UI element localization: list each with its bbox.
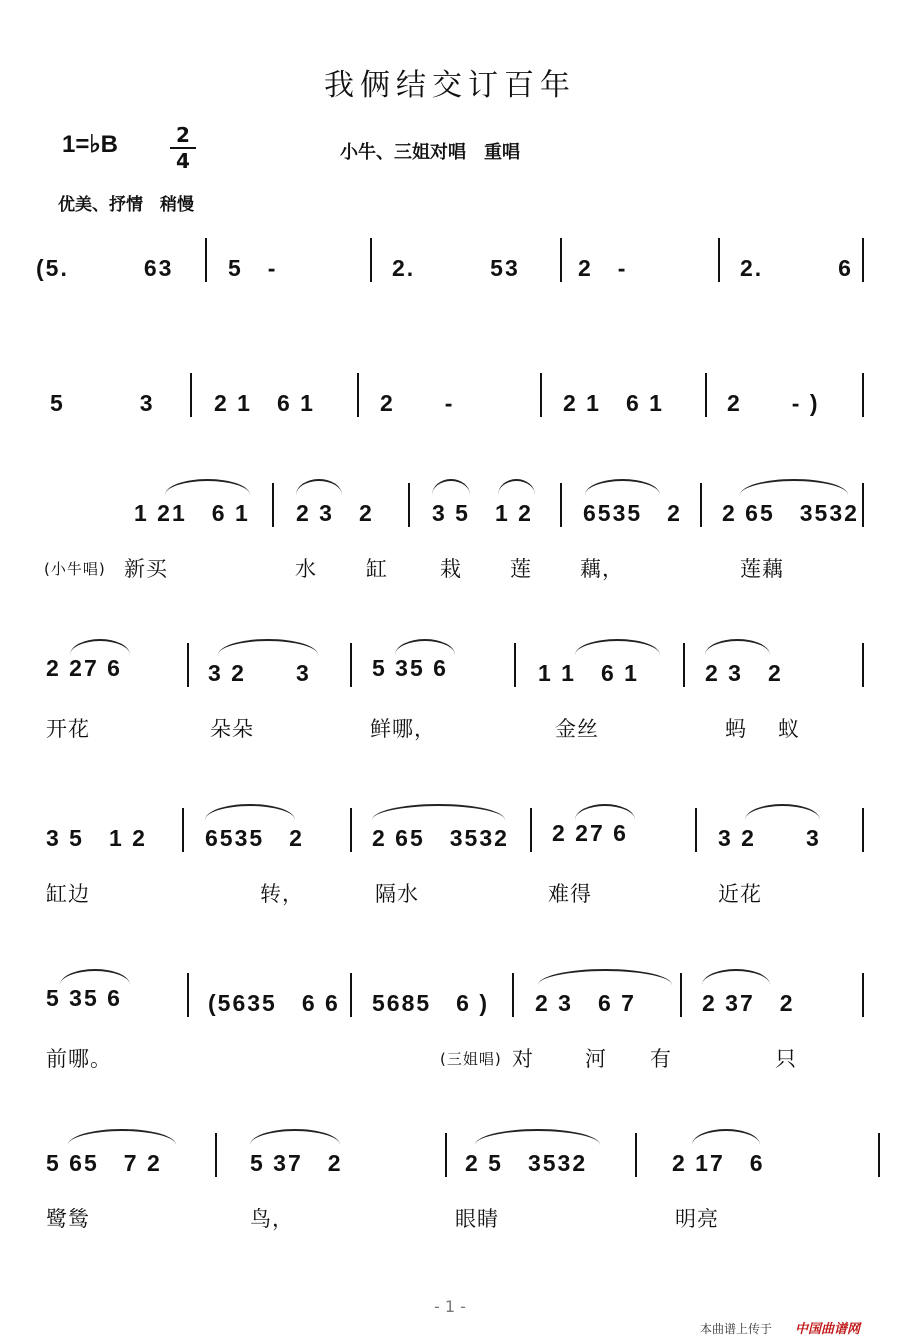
slur-mark [165, 479, 250, 495]
lyric-syllable: 鲜哪， [370, 717, 436, 741]
performers: 小牛、三姐对唱 重唱 [340, 142, 520, 163]
lyric-syllable: 鹭鸶 [46, 1207, 90, 1231]
singer-cue: (小牛唱) [44, 560, 106, 578]
barline [560, 238, 562, 282]
slur-mark [395, 639, 455, 655]
slur-mark [205, 804, 295, 820]
measure-notes: 2 65 3532 [372, 825, 509, 851]
lyric-syllable: 明亮 [675, 1207, 719, 1231]
measure-notes: 2 27 6 [552, 820, 628, 846]
lyric-syllable: 蚁 [778, 717, 800, 741]
singer-cue: (三姐唱) [440, 1050, 502, 1068]
slur-mark [60, 969, 130, 985]
barline [514, 643, 516, 687]
barline [182, 808, 184, 852]
barline [350, 973, 352, 1017]
measure-notes: 2 27 6 [46, 655, 122, 681]
measure-notes: 1 1 6 1 [538, 660, 639, 686]
measure-notes: 5685 6 ) [372, 990, 490, 1016]
measure-notes: 1 21 6 1 [134, 500, 250, 526]
barline [560, 483, 562, 527]
barline [862, 483, 864, 527]
barline [695, 808, 697, 852]
measure-notes: 5 3 [50, 390, 155, 416]
song-title: 我俩结交订百年 [324, 68, 576, 103]
lyric-syllable: 金丝 [555, 717, 599, 741]
barline [680, 973, 682, 1017]
measure-notes: 2. 6 [740, 255, 853, 281]
slur-mark [585, 479, 660, 495]
measure-notes: 2 3 2 [296, 500, 374, 526]
barline [705, 373, 707, 417]
key-signature: 1=♭B [62, 131, 119, 158]
measure-notes: (5. 63 [36, 255, 174, 281]
measure-notes: 2 - [380, 390, 455, 416]
lyric-syllable: 缸边 [46, 882, 90, 906]
slur-mark [70, 639, 130, 655]
time-signature-top: 2 [176, 123, 190, 147]
barline [700, 483, 702, 527]
slur-mark [745, 804, 820, 820]
barline [205, 238, 207, 282]
barline [635, 1133, 637, 1177]
slur-mark [705, 639, 770, 655]
barline [350, 808, 352, 852]
lyric-syllable: 蚂 [725, 717, 747, 741]
lyric-syllable: 只 [775, 1047, 797, 1071]
lyric-syllable: 有 [650, 1047, 672, 1071]
slur-mark [740, 479, 848, 495]
measure-notes: 6535 2 [205, 825, 304, 851]
page-number: - 1 - [434, 1297, 466, 1316]
barline [862, 808, 864, 852]
measure-notes: 2 17 6 [672, 1150, 765, 1176]
time-signature [170, 124, 196, 172]
barline [187, 973, 189, 1017]
lyric-syllable: 新买 [124, 557, 168, 581]
barline [445, 1133, 447, 1177]
barline [540, 373, 542, 417]
measure-notes: 2 37 2 [702, 990, 795, 1016]
measure-notes: 2 1 6 1 [563, 390, 664, 416]
barline [215, 1133, 217, 1177]
slur-mark [575, 804, 635, 820]
lyric-syllable: 转， [260, 882, 304, 906]
lyric-syllable: 近花 [718, 882, 762, 906]
measure-notes: 5 35 6 [46, 985, 122, 1011]
lyric-syllable: 缸 [366, 557, 388, 581]
barline [190, 373, 192, 417]
measure-notes: 2 5 3532 [465, 1150, 588, 1176]
barline [187, 643, 189, 687]
measure-notes: (5635 6 6 [208, 990, 340, 1016]
measure-notes: 2. 53 [392, 255, 520, 281]
barline [357, 373, 359, 417]
barline [862, 373, 864, 417]
barline [683, 643, 685, 687]
barline [512, 973, 514, 1017]
slur-mark [575, 639, 660, 655]
lyric-syllable: 莲藕 [740, 557, 784, 581]
measure-notes: 2 - [578, 255, 628, 281]
barline [718, 238, 720, 282]
barline [862, 973, 864, 1017]
slur-mark [296, 479, 342, 495]
measure-notes: 3 5 1 2 [46, 825, 147, 851]
barline [862, 238, 864, 282]
slur-mark [498, 479, 535, 495]
measure-notes: 2 3 6 7 [535, 990, 636, 1016]
lyric-syllable: 水 [295, 557, 317, 581]
slur-mark [432, 479, 470, 495]
measure-notes: 2 3 2 [705, 660, 783, 686]
slur-mark [250, 1129, 340, 1145]
barline [408, 483, 410, 527]
lyric-syllable: 眼睛 [455, 1207, 499, 1231]
lyric-syllable: 隔水 [375, 882, 419, 906]
slur-mark [538, 969, 672, 985]
lyric-syllable: 莲 [510, 557, 532, 581]
measure-notes: 3 2 3 [208, 660, 311, 686]
measure-notes: 2 1 6 1 [214, 390, 315, 416]
slur-mark [372, 804, 505, 820]
slur-mark [475, 1129, 600, 1145]
slur-mark [218, 639, 318, 655]
barline [862, 643, 864, 687]
lyric-syllable: 鸟， [250, 1207, 294, 1231]
lyric-syllable: 藕， [580, 557, 624, 581]
measure-notes: 5 - [228, 255, 278, 281]
lyric-syllable: 开花 [46, 717, 90, 741]
slur-mark [68, 1129, 176, 1145]
measure-notes: 6535 2 [583, 500, 682, 526]
measure-notes: 3 2 3 [718, 825, 821, 851]
barline [530, 808, 532, 852]
measure-notes: 2 - ) [727, 390, 820, 416]
lyric-syllable: 朵朵 [210, 717, 254, 741]
time-signature-bottom: 4 [176, 149, 190, 173]
tempo-marking: 优美、抒情 稍慢 [58, 195, 194, 215]
measure-notes: 2 65 3532 [722, 500, 859, 526]
slur-mark [692, 1129, 760, 1145]
barline [350, 643, 352, 687]
measure-notes: 3 5 1 2 [432, 500, 533, 526]
lyric-syllable: 河 [585, 1047, 607, 1071]
barline [370, 238, 372, 282]
lyric-syllable: 对 [512, 1047, 534, 1071]
lyric-syllable: 前哪。 [46, 1047, 112, 1071]
measure-notes: 5 65 7 2 [46, 1150, 162, 1176]
upload-source: 本曲谱上传于 [700, 1322, 773, 1336]
measure-notes: 5 35 6 [372, 655, 448, 681]
site-logo: 中国曲谱网 [795, 1322, 861, 1337]
barline [272, 483, 274, 527]
barline [878, 1133, 880, 1177]
lyric-syllable: 栽 [440, 557, 462, 581]
measure-notes: 5 37 2 [250, 1150, 343, 1176]
lyric-syllable: 难得 [548, 882, 592, 906]
slur-mark [702, 969, 770, 985]
